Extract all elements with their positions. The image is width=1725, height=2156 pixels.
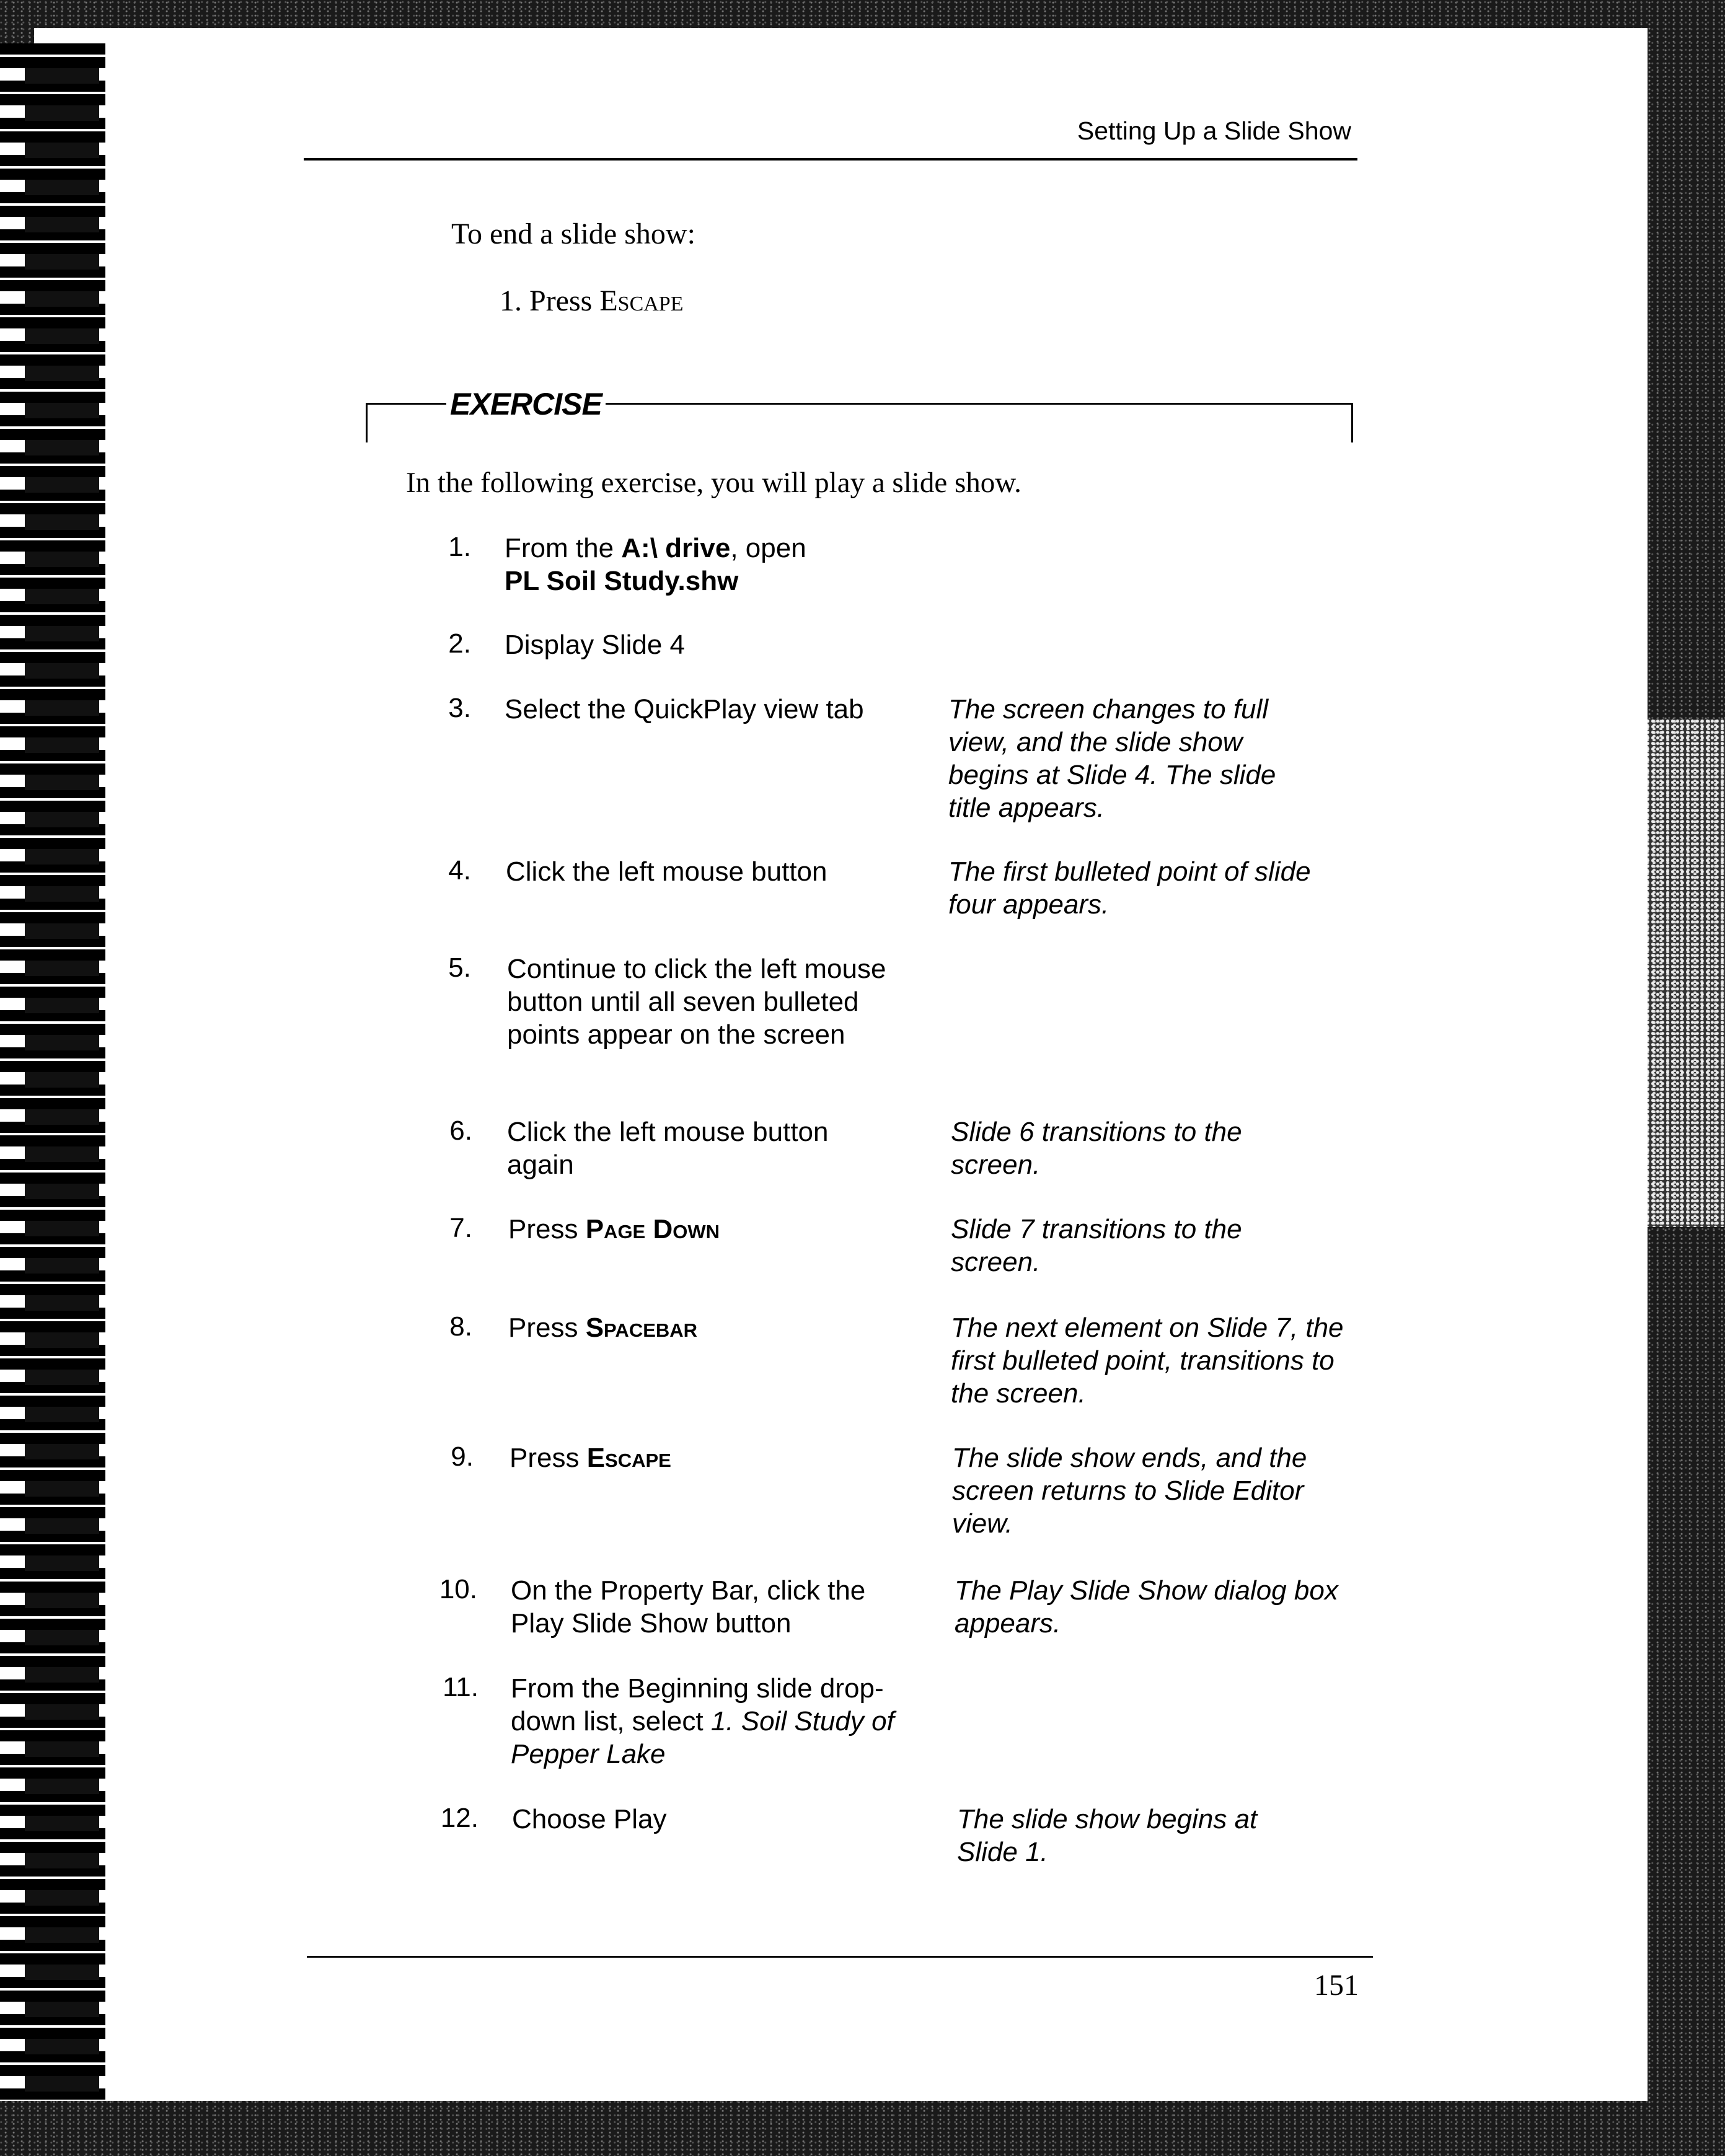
intro-step-key: Escape	[599, 284, 684, 317]
step-action-text: From the Beginning slide drop-down list, select	[511, 1673, 884, 1736]
step-number: 1.	[448, 532, 471, 562]
step-result: The slide show ends, and the screen returns to Slide Editor view.	[952, 1443, 1307, 1539]
exercise-label: EXERCISE	[446, 386, 606, 422]
step-number: 3.	[448, 693, 471, 723]
step-number: 12.	[440, 1803, 479, 1833]
step-result: The screen changes to full view, and the slide show begins at Slide 4. The slide title appears.	[948, 694, 1276, 823]
step-action-text: , open	[730, 533, 806, 563]
step-action	[505, 532, 914, 597]
step-number: 5.	[448, 953, 471, 983]
exercise-rule-right	[1351, 403, 1353, 442]
step-number: 4.	[448, 855, 471, 886]
intro-step-prefix: Press	[529, 284, 600, 317]
step-action: Choose Play	[512, 1804, 667, 1834]
drive-label: A:\ drive	[621, 533, 731, 563]
step-number: 10.	[439, 1574, 477, 1604]
step-number: 2.	[448, 628, 471, 659]
key-name: Escape	[586, 1443, 671, 1473]
intro-step	[500, 284, 683, 318]
step-action	[510, 1441, 919, 1474]
step-action-text: From the	[505, 533, 622, 563]
step-action: Continue to click the left mouse button until all seven bulleted points appear on the screen	[507, 954, 886, 1050]
step-result: The slide show begins at Slide 1.	[957, 1804, 1258, 1867]
page	[34, 28, 1648, 2101]
step-action: Display Slide 4	[505, 630, 686, 660]
step-action	[511, 1672, 907, 1771]
step-action: On the Property Bar, click the Play Slide Show button	[511, 1575, 866, 1639]
step-action-prefix: Press	[508, 1214, 586, 1244]
step-number: 8.	[449, 1311, 472, 1342]
step-result: The first bulleted point of slide four appears.	[948, 856, 1311, 920]
file-name: PL Soil Study.shw	[505, 566, 739, 596]
step-result: The Play Slide Show dialog box appears.	[955, 1575, 1338, 1639]
key-name: Page Down	[585, 1214, 720, 1244]
step-number: 6.	[449, 1115, 472, 1146]
step-result: The next element on Slide 7, the first bulleted point, transitions to the screen.	[951, 1313, 1344, 1409]
intro-step-number: 1.	[500, 284, 522, 317]
step-action-prefix: Press	[510, 1443, 587, 1473]
running-header: Setting Up a Slide Show	[1077, 117, 1351, 145]
exercise-rule-left	[366, 403, 368, 442]
exercise-intro: In the following exercise, you will play a slide show.	[406, 467, 1021, 499]
step-action	[508, 1213, 917, 1246]
step-action: Select the QuickPlay view tab	[505, 694, 864, 724]
footer-rule	[307, 1956, 1373, 1958]
slide-option: 1. Soil Study of Pepper Lake	[511, 1706, 894, 1769]
key-name: Spacebar	[585, 1313, 698, 1343]
intro-heading: To end a slide show:	[451, 218, 695, 250]
step-number: 9.	[451, 1441, 474, 1472]
step-result: Slide 7 transitions to the screen.	[951, 1214, 1242, 1277]
binding-holes	[25, 50, 99, 2095]
step-action-prefix: Press	[508, 1313, 586, 1343]
step-action	[508, 1311, 917, 1344]
step-action: Click the left mouse button again	[507, 1117, 829, 1180]
step-number: 11.	[443, 1672, 479, 1702]
step-number: 7.	[449, 1213, 472, 1243]
header-rule	[304, 158, 1357, 161]
step-action: Click the left mouse button	[506, 856, 827, 887]
step-result: Slide 6 transitions to the screen.	[951, 1117, 1242, 1180]
scan-noise	[1636, 719, 1725, 1227]
page-number: 151	[1314, 1969, 1359, 2002]
